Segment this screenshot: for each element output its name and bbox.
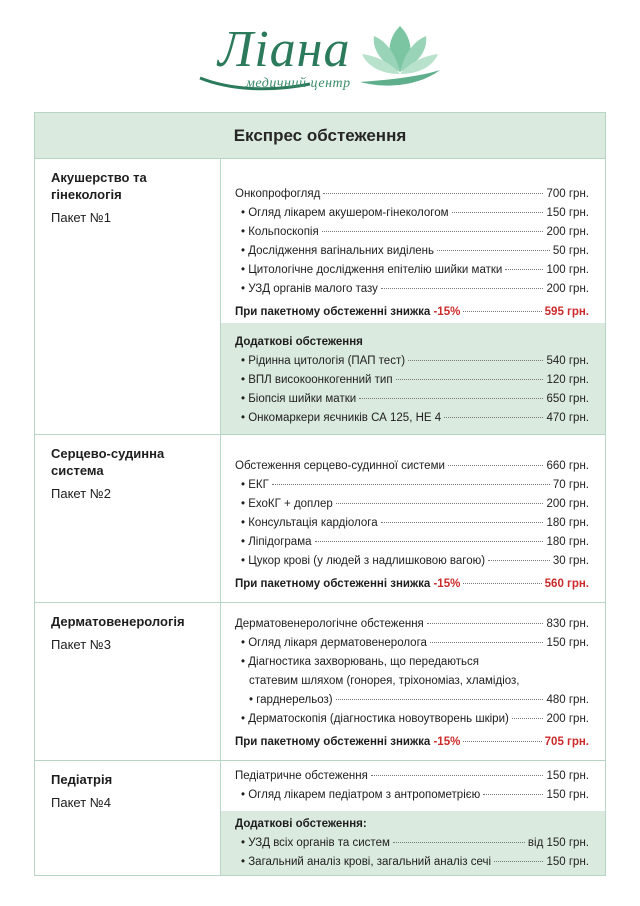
additional-item: • УЗД всіх органів та систем від 150 грн. — [241, 837, 589, 849]
package-row — [35, 159, 605, 435]
additional-item: • Біопсія шийки матки 650 грн. — [241, 393, 589, 405]
package-info — [35, 435, 221, 602]
package-category: Педіатрія — [51, 772, 113, 787]
package-main-section — [221, 761, 605, 811]
exam-item-multiline: • Діагностика захворювань, що передаються статевим шляхом (гонорея, тріхономіаз, хламідіоз, — [241, 656, 520, 687]
main-exam-line: Дерматовенерологічне обстеження 830 грн. — [235, 618, 589, 630]
exam-item: • ЕКГ 70 грн. — [241, 479, 589, 491]
exam-item: • Ліпідограма 180 грн. — [241, 536, 589, 548]
package-category: Акушерство та гінекологія — [51, 170, 147, 202]
exam-item: • Огляд лікарем педіатром з антропометрією 150 грн. — [241, 789, 589, 801]
logo — [0, 0, 640, 112]
package-row — [35, 761, 605, 875]
package-info — [35, 761, 221, 875]
exam-item: • Кольпоскопія 200 грн. — [241, 226, 589, 238]
package-details — [221, 761, 605, 875]
price-table — [34, 112, 606, 876]
exam-item: • Дослідження вагінальних виділень 50 грн. — [241, 245, 589, 257]
exam-item: • Консультація кардіолога 180 грн. — [241, 517, 589, 529]
package-details — [221, 603, 605, 760]
exam-item: • ЕхоКГ + доплер 200 грн. — [241, 498, 589, 510]
additional-heading: Додаткові обстеження: — [235, 818, 367, 830]
exam-item: • Цукор крові (у людей з надлишковою вагою) 30 грн. — [241, 555, 589, 567]
package-total: При пакетному обстеженні знижка -15% 560 грн. — [235, 575, 589, 594]
additional-item: • ВПЛ високоонкогенний тип 120 грн. — [241, 374, 589, 386]
additional-item: • Онкомаркери яєчників СА 125, НЕ 4 470 грн. — [241, 412, 589, 424]
additional-section — [221, 323, 605, 434]
total-price: 595 грн. — [544, 306, 589, 318]
exam-item: • Дерматоскопія (діагностика новоутворень шкіри) 200 грн. — [241, 713, 589, 725]
exam-item: • Огляд лікаря дерматовенеролога 150 грн. — [241, 637, 589, 649]
package-main-section — [221, 435, 605, 600]
main-exam-line: Педіатричне обстеження 150 грн. — [235, 770, 589, 782]
discount-badge: -15% — [433, 578, 461, 590]
main-exam-line: Обстеження серцево-судинної системи 660 грн. — [235, 460, 589, 472]
package-number: Пакет №1 — [51, 210, 111, 225]
brand-name: Ліана — [218, 21, 351, 78]
package-main-section — [221, 603, 605, 758]
exam-item: • Цитологічне дослідження епітелію шийки матки 100 грн. — [241, 264, 589, 276]
package-row — [35, 435, 605, 603]
package-row — [35, 603, 605, 761]
main-exam-line: Онкопрофогляд 700 грн. — [235, 188, 589, 200]
package-total: При пакетному обстеженні знижка -15% 595 грн. — [235, 303, 589, 322]
exam-item: • Огляд лікарем акушером-гінекологом 150 грн. — [241, 207, 589, 219]
discount-badge: -15% — [433, 736, 461, 748]
package-info — [35, 603, 221, 760]
package-category: Дерматовенерологія — [51, 614, 185, 629]
package-number: Пакет №4 — [51, 795, 111, 810]
package-details — [221, 435, 605, 602]
brand-subtitle: медичний центр — [246, 76, 351, 91]
table-title: Експрес обстеження — [35, 113, 605, 159]
package-details — [221, 159, 605, 434]
additional-heading: Додаткові обстеження — [235, 336, 363, 348]
exam-item-last-line: • гарднерельоз) 480 грн. — [249, 694, 589, 706]
additional-item: • Загальний аналіз крові, загальний аналіз сечі 150 грн. — [241, 856, 589, 868]
discount-badge: -15% — [433, 306, 461, 318]
additional-item: • Рідинна цитологія (ПАП тест) 540 грн. — [241, 355, 589, 367]
total-price: 560 грн. — [544, 578, 589, 590]
exam-item: • УЗД органів малого тазу 200 грн. — [241, 283, 589, 295]
additional-section — [221, 811, 605, 875]
total-price: 705 грн. — [544, 736, 589, 748]
package-total: При пакетному обстеженні знижка -15% 705 грн. — [235, 733, 589, 752]
package-category: Серцево-судинна система — [51, 446, 165, 478]
package-number: Пакет №3 — [51, 637, 111, 652]
package-number: Пакет №2 — [51, 486, 111, 501]
package-main-section — [221, 159, 605, 323]
package-info — [35, 159, 221, 434]
